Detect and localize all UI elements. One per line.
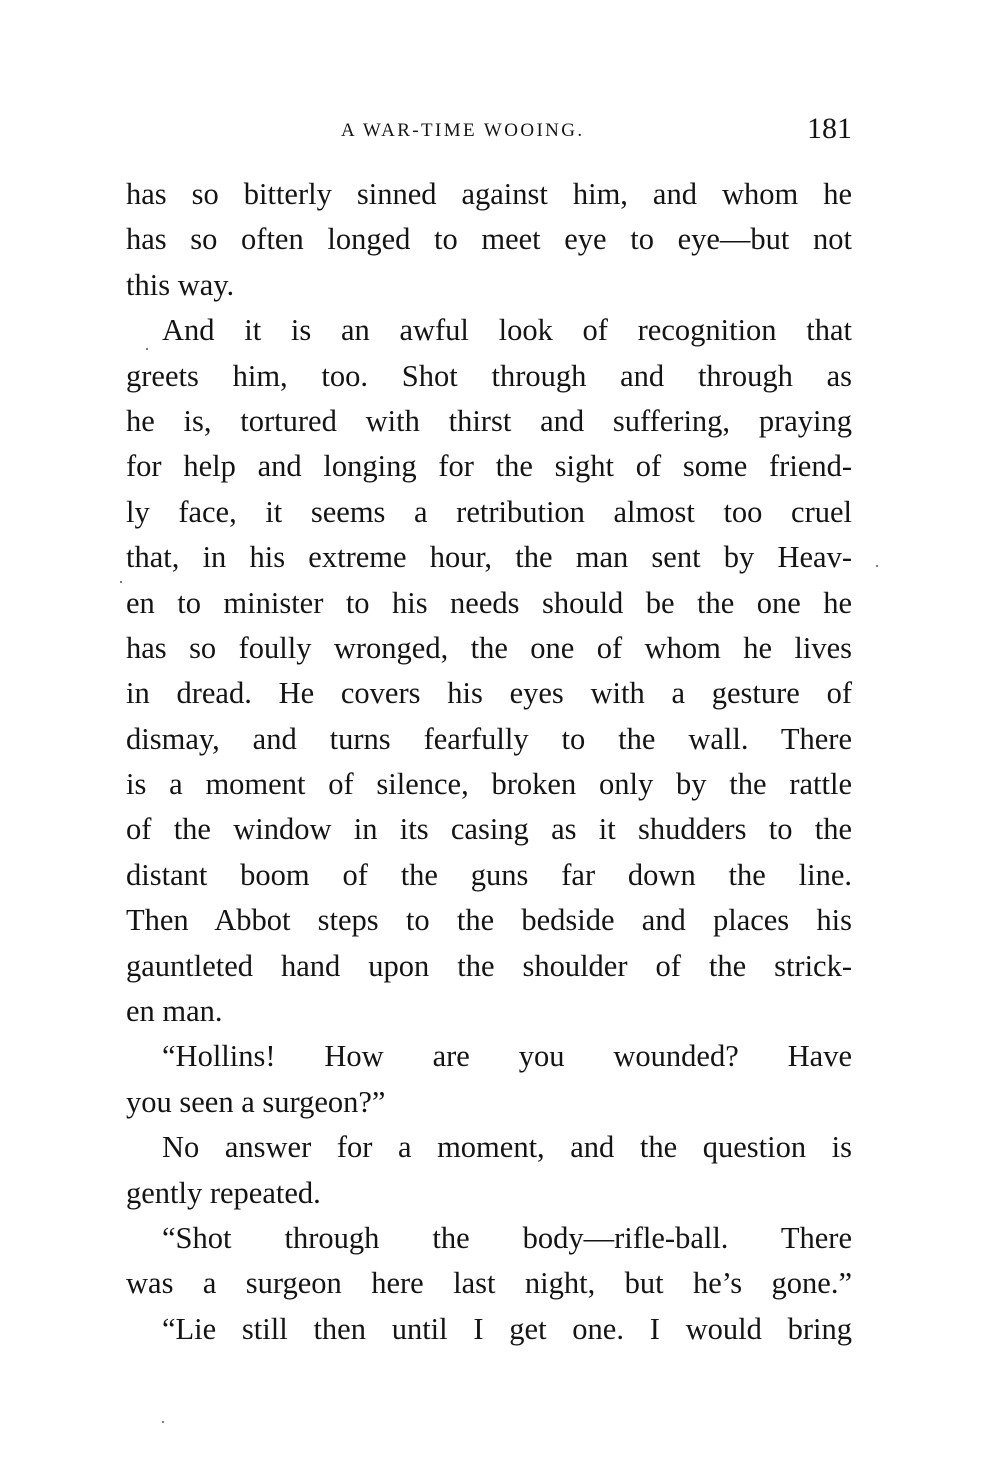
text-line: “Shot through the body—rifle-ball. There [162, 1220, 852, 1255]
text-line: of the window in its casing as it shudders to the [126, 812, 852, 847]
running-title: A WAR-TIME WOOING. [341, 120, 585, 141]
text-line: en to minister to his needs should be the one he [126, 585, 852, 620]
text-line: for help and longing for the sight of some friend- [126, 449, 852, 484]
text-line: was a surgeon here last night, but he’s gone.” [126, 1266, 852, 1301]
text-line: “Lie still then until I get one. I would bring [162, 1311, 852, 1346]
paper-speck [146, 348, 148, 350]
text-line: has so often longed to meet eye to eye—but not [126, 222, 852, 257]
text-line: ly face, it seems a retribution almost too cruel [126, 494, 852, 529]
text-line: is a moment of silence, broken only by the rattle [126, 767, 852, 802]
text-line: you seen a surgeon?” [126, 1084, 386, 1119]
text-line: he is, tortured with thirst and suffering, praying [126, 403, 852, 438]
text-line: has so foully wronged, the one of whom he lives [126, 630, 852, 665]
text-line: No answer for a moment, and the question is [162, 1130, 852, 1165]
text-line: “Hollins! How are you wounded? Have [162, 1039, 852, 1074]
text-line: en man. [126, 994, 223, 1029]
text-line: dismay, and turns fearfully to the wall. There [126, 721, 852, 756]
text-line: gauntleted hand upon the shoulder of the strick- [126, 948, 852, 983]
body-text [126, 172, 852, 1352]
text-line: And it is an awful look of recognition that [162, 313, 852, 348]
paper-speck [162, 1421, 164, 1423]
text-line: gently repeated. [126, 1175, 321, 1210]
text-line: this way. [126, 267, 235, 302]
running-head [126, 112, 852, 152]
paper-speck [876, 565, 878, 567]
text-line: distant boom of the guns far down the line. [126, 857, 852, 892]
text-line: that, in his extreme hour, the man sent by Heav- [126, 540, 852, 575]
text-line: Then Abbot steps to the bedside and places his [126, 903, 852, 938]
text-line: greets him, too. Shot through and through as [126, 358, 852, 393]
paper-speck [120, 581, 122, 583]
text-line: has so bitterly sinned against him, and whom he [126, 177, 852, 211]
page-number: 181 [807, 112, 852, 145]
text-line: in dread. He covers his eyes with a gesture of [126, 676, 852, 711]
